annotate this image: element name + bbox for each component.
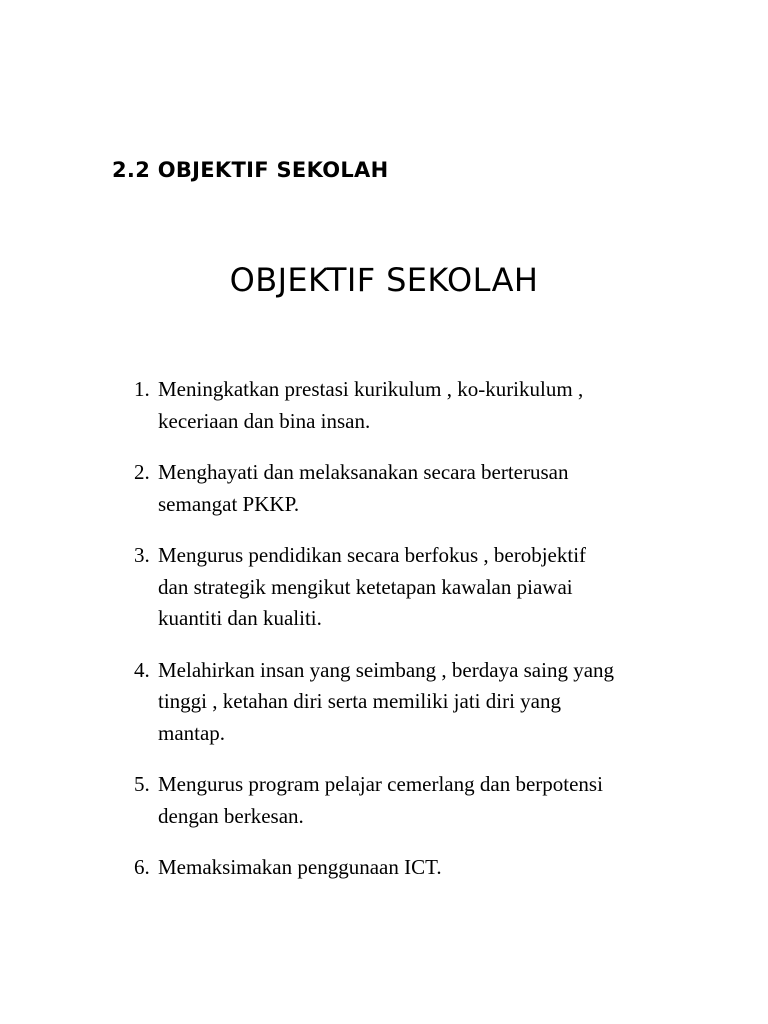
item-text: Memaksimakan penggunaan ICT. (158, 855, 442, 879)
list-item (134, 374, 674, 437)
item-number: 4. (134, 657, 150, 682)
item-text: Melahirkan insan yang seimbang , berdaya saing yang tinggi , ketahan diri serta memiliki jati diri yang mantap. (158, 657, 615, 745)
list-item (134, 655, 674, 750)
list-item (134, 540, 674, 635)
item-number: 5. (134, 772, 150, 796)
item-text: Meningkatkan prestasi kurikulum , ko-kurikulum , keceriaan dan bina insan. (158, 377, 584, 433)
item-number: 6. (134, 855, 150, 879)
objective-list (134, 374, 674, 904)
item-number: 2. (134, 460, 150, 484)
section-heading: 2.2 OBJEKTIF SEKOLAH (112, 158, 389, 182)
list-item (134, 769, 674, 832)
list-item (134, 852, 674, 884)
item-number: 1. (134, 377, 150, 401)
item-number: 3. (134, 543, 150, 567)
item-text: Menghayati dan melaksanakan secara berterusan semangat PKKP. (158, 460, 569, 516)
item-text: Mengurus program pelajar cemerlang dan berpotensi dengan berkesan. (158, 772, 603, 828)
page-title: OBJEKTIF SEKOLAH (229, 261, 539, 299)
list-item (134, 457, 674, 520)
item-text: Mengurus pendidikan secara berfokus , berobjektif dan strategik mengikut ketetapan kawalan piawai kuantiti dan kualiti. (158, 543, 587, 630)
